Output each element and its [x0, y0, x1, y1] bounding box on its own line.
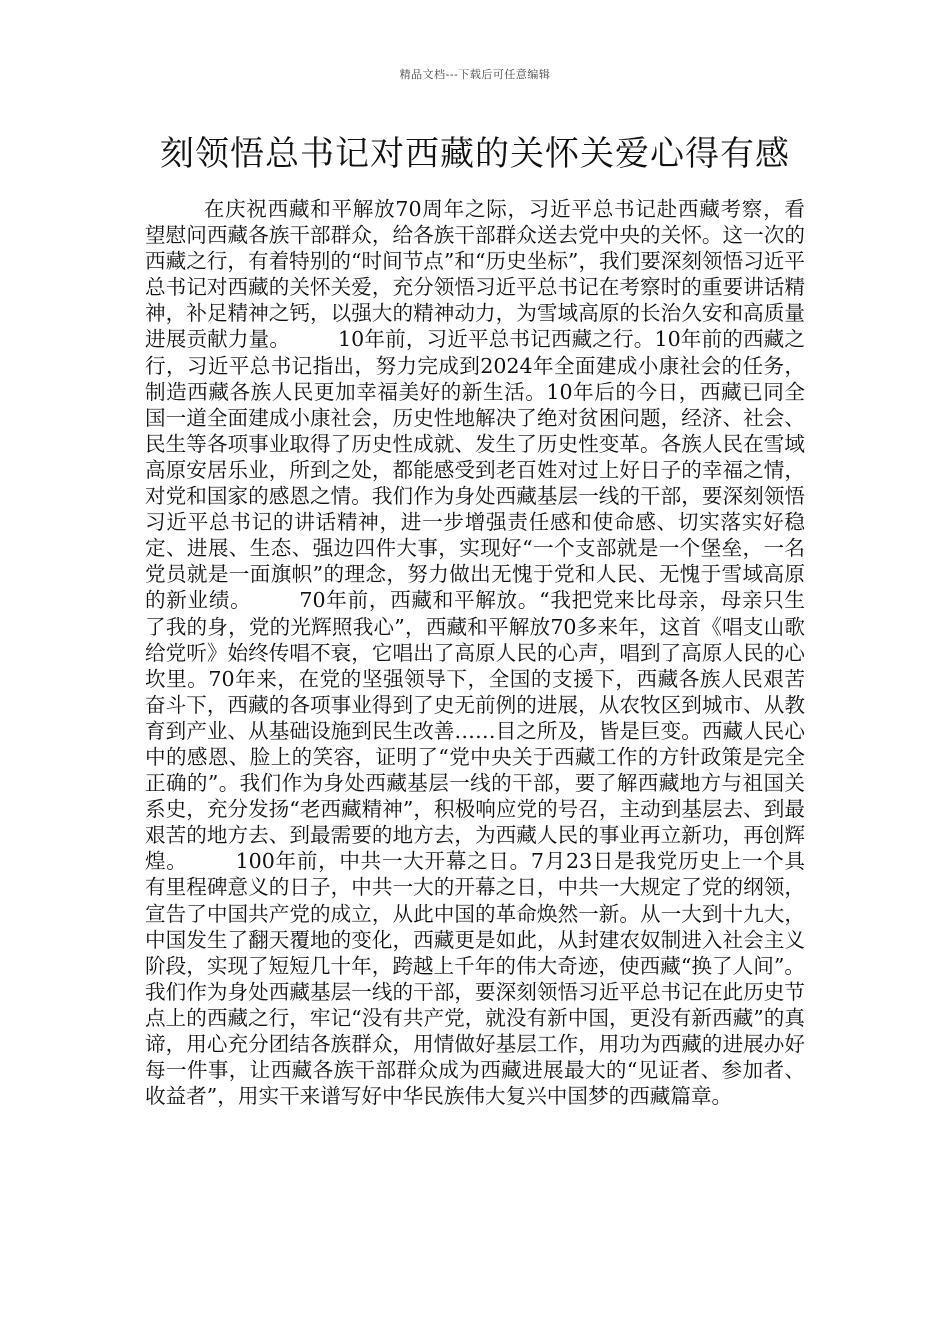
- body-segment-1: 在庆祝西藏和平解放70周年之际，习近平总书记赴西藏考察，看望慰问西藏各族干部群众，给各族干部群众送去党中央的关怀。这一次的西藏之行，有着特别的“时间节点”和“历史坐标”，我们要深刻领悟习近平总书记对西藏的关怀关爱，充分领悟习近平总书记在考察时的重要讲话精神，补足精神之钙，以强大的精神动力，为雪域高原的长治久安和高质量进展贡献力量。: [145, 197, 805, 352]
- body-segment-2: 10年前，习近平总书记西藏之行。10年前的西藏之行，习近平总书记指出，努力完成到2024年全面建成小康社会的任务，制造西藏各族人民更加幸福美好的新生活。10年后的今日，西藏已同全国一道全面建成小康社会，历史性地解决了绝对贫困问题，经济、社会、民生等各项事业取得了历史性成就、发生了历史性变革。各族人民在雪域高原安居乐业，所到之处，都能感受到老百姓对过上好日子的幸福之情，对党和国家的感恩之情。我们作为身处西藏基层一线的干部，要深刻领悟习近平总书记的讲话精神，进一步增强责任感和使命感、切实落实好稳定、进展、生态、强边四件大事，实现好“一个支部就是一个堡垒，一名党员就是一面旗帜”的理念，努力做出无愧于党和人民、无愧于雪域高原的新业绩。: [145, 327, 805, 613]
- document-body: [145, 196, 805, 1109]
- body-segment-3: 70年前，西藏和平解放。“我把党来比母亲，母亲只生了我的身，党的光辉照我心”，西藏和平解放70多来年，这首《唱支山歌给党听》始终传唱不衰，它唱出了高原人民的心声，唱到了高原人民的心坎里。70年来，在党的坚强领导下，全国的支援下，西藏各族人民艰苦奋斗下，西藏的各项事业得到了史无前例的进展，从农牧区到城市、从教育到产业、从基础设施到民生改善……目之所及，皆是巨变。西藏人民心中的感恩、脸上的笑容，证明了“党中央关于西藏工作的方针政策是完全正确的”。我们作为身处西藏基层一线的干部，要了解西藏地方与祖国关系史，充分发扬“老西藏精神”，积极响应党的号召，主动到基层去、到最艰苦的地方去、到最需要的地方去，为西藏人民的事业再立新功，再创辉煌。: [145, 588, 805, 874]
- document-title: 刻领悟总书记对西藏的关怀关爱心得有感: [160, 134, 790, 174]
- page-header: 精品文档---下载后可任意编辑: [399, 68, 551, 81]
- body-segment-4: 100年前，中共一大开幕之日。7月23日是我党历史上一个具有里程碑意义的日子，中共一大的开幕之日，中共一大规定了党的纲领，宣告了中国共产党的成立，从此中国的革命焕然一新。从一大到十九大，中国发生了翻天覆地的变化，西藏更是如此，从封建农奴制进入社会主义阶段，实现了短短几十年，跨越上千年的伟大奇迹，使西藏“换了人间”。我们作为身处西藏基层一线的干部，要深刻领悟习近平总书记在此历史节点上的西藏之行，牢记“没有共产党，就没有新中国，更没有新西藏”的真谛，用心充分团结各族群众，用情做好基层工作，用功为西藏的进展办好每一件事，让西藏各族干部群众成为西藏进展最大的“见证者、参加者、收益者”，用实干来谱写好中华民族伟大复兴中国梦的西藏篇章。: [145, 849, 805, 1109]
